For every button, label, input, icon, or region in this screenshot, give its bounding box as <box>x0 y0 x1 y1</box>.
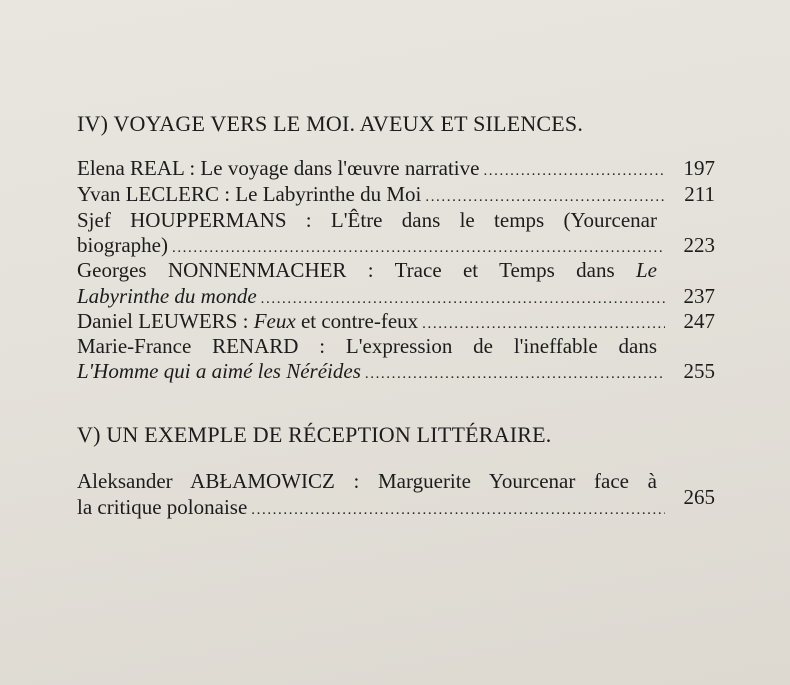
toc-entry <box>77 283 715 309</box>
entry-text-part: Georges NONNENMACHER : Trace et Temps dans <box>77 258 615 282</box>
toc-entry <box>77 181 715 207</box>
toc-entry <box>77 155 715 181</box>
dot-leader <box>251 497 665 523</box>
page-number: 255 <box>683 359 715 383</box>
page-number: 223 <box>683 233 715 257</box>
entry-text-part: et contre-feux <box>300 309 419 333</box>
entry-text <box>77 308 418 334</box>
entry-text-italic: Labyrinthe du monde <box>77 284 257 308</box>
entry-text: Yvan LECLERC : Le Labyrinthe du Moi <box>77 182 422 206</box>
page-number: 197 <box>683 156 715 180</box>
entry-text: Aleksander ABŁAMOWICZ : Marguerite Yourcenar face à <box>77 469 657 493</box>
page-number: 211 <box>684 182 715 206</box>
section-title: IV) VOYAGE VERS LE MOI. AVEUX ET SILENCES. <box>77 111 584 136</box>
entry-text: Sjef HOUPPERMANS : L'Être dans le temps (Yourcenar <box>77 208 657 232</box>
page-number: 237 <box>683 284 715 308</box>
toc-entry <box>77 308 715 334</box>
page-number: 247 <box>683 309 715 333</box>
toc-entry <box>77 232 715 258</box>
page-number: 265 <box>683 485 715 509</box>
toc-entry <box>77 358 715 384</box>
entry-text <box>77 257 657 283</box>
entry-text-part: Daniel LEUWERS : <box>77 309 249 333</box>
entry-text-italic: Le <box>636 258 657 282</box>
entry-text: biographe) <box>77 233 168 257</box>
toc-entry <box>77 485 715 520</box>
entry-text: la critique polonaise <box>77 495 248 519</box>
entry-text: Marie-France RENARD : L'expression de l'ineffable dans <box>77 334 657 358</box>
dot-leader <box>365 361 665 387</box>
section-title: V) UN EXEMPLE DE RÉCEPTION LITTÉRAIRE. <box>77 422 552 447</box>
entry-text-italic: L'Homme qui a aimé les Néréides <box>77 359 361 383</box>
entry-text: Elena REAL : Le voyage dans l'œuvre narrative <box>77 156 480 180</box>
entry-text-italic: Feux <box>253 309 296 333</box>
